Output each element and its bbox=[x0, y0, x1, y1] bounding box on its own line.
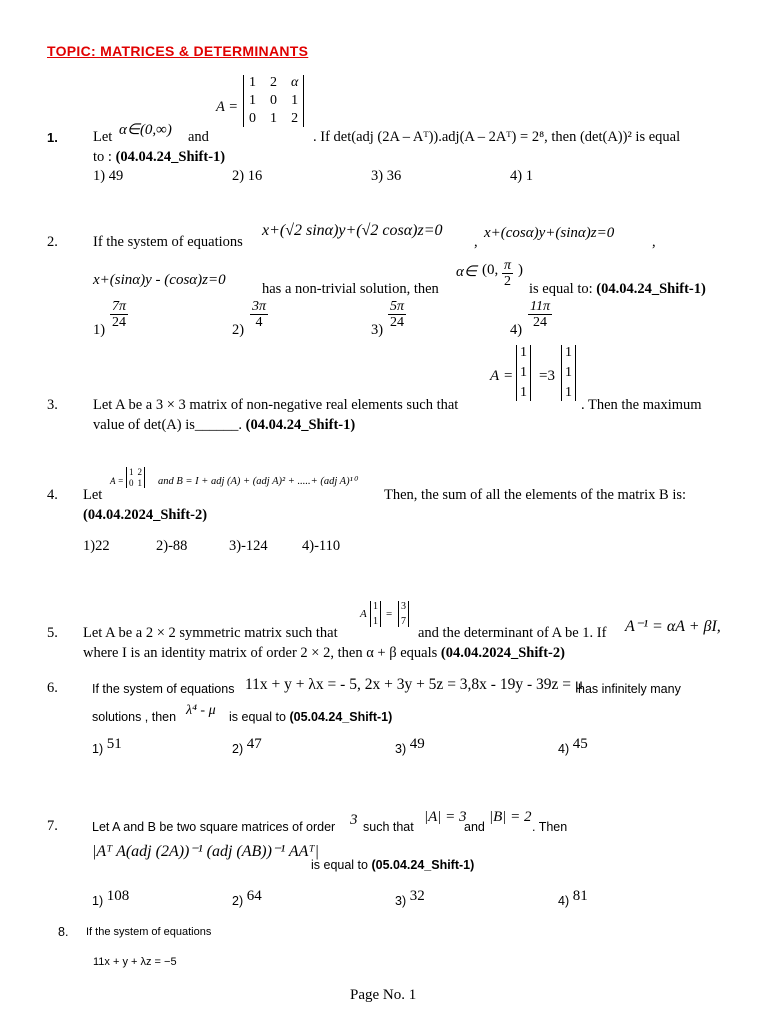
equation-2: x+(cosα)y+(sinα)z=0 bbox=[484, 225, 615, 241]
vector-cell: 1 bbox=[565, 345, 572, 360]
question-text-cont: where I is an identity matrix of order 2 × 2, then α + β equals bbox=[83, 645, 438, 661]
question-text: Let A be a 3 × 3 matrix of non-negative real elements such that bbox=[93, 397, 459, 413]
exam-tag: (04.04.24_Shift-1) bbox=[115, 149, 226, 165]
option-1-fraction bbox=[110, 299, 128, 331]
interval-open: (0, bbox=[482, 262, 499, 278]
matrix-cell: 0 bbox=[270, 93, 277, 108]
matrix-cell: α bbox=[291, 75, 299, 90]
matrix-label: A = bbox=[216, 99, 239, 115]
equation-3: x+(sinα)y - (cosα)z=0 bbox=[93, 272, 226, 288]
column-vector-left bbox=[370, 601, 381, 627]
question-text-cont: solutions , then bbox=[92, 710, 177, 724]
question-text-cont: is equal to: bbox=[529, 281, 593, 297]
exam-tag: (04.04.2024_Shift-2) bbox=[83, 507, 208, 523]
vector-cell: 1 bbox=[373, 601, 378, 612]
question-number: 3. bbox=[47, 397, 58, 413]
option-label: 1) bbox=[93, 322, 106, 338]
question-number: 4. bbox=[47, 487, 58, 503]
equation-1: x+(√2 sinα)y+(√2 cosα)z=0 bbox=[262, 222, 443, 239]
question-text: has a non-trivial solution, then bbox=[262, 281, 439, 297]
equations: 11x + y + λx = - 5, 2x + 3y + 5z = 3,8x - 19y - 39z = μ bbox=[245, 676, 584, 693]
formula-a-label: A = bbox=[110, 476, 124, 486]
vector-cell: 7 bbox=[401, 616, 406, 627]
option-3-value: 32 bbox=[409, 888, 425, 904]
numerator: 11π bbox=[530, 299, 550, 314]
comma: , bbox=[474, 234, 478, 250]
alpha-condition: α∈(0,∞) bbox=[119, 122, 172, 138]
option-2-fraction bbox=[250, 299, 268, 331]
option-3-value: 49 bbox=[409, 736, 425, 752]
determinant-b: |B| = 2 bbox=[489, 809, 532, 825]
question-text-cont: such that bbox=[363, 820, 414, 834]
option-4-value: 45 bbox=[572, 736, 588, 752]
question-number: 7. bbox=[47, 818, 58, 834]
matrix-a-small bbox=[126, 467, 145, 488]
option-label: 1) bbox=[92, 894, 104, 908]
option-1: 1)22 bbox=[83, 538, 110, 554]
question-text-cont: . Then the maximum bbox=[581, 397, 702, 413]
question-text: If the system of equations bbox=[86, 926, 212, 938]
equals-sign: = bbox=[504, 368, 513, 384]
column-vector-right bbox=[561, 345, 576, 401]
question-text: If the system of equations bbox=[92, 682, 235, 696]
option-1-value: 51 bbox=[106, 736, 122, 752]
option-label: 2) bbox=[232, 894, 244, 908]
matrix-a bbox=[243, 75, 304, 127]
option-label: 4) bbox=[510, 322, 523, 338]
exam-tag: (05.04.24_Shift-1) bbox=[371, 858, 475, 872]
matrix-cell: 1 bbox=[270, 111, 277, 126]
option-3: 3)-124 bbox=[229, 538, 268, 554]
question-text-cont: to : bbox=[93, 149, 112, 165]
fraction bbox=[502, 258, 513, 290]
option-label: 2) bbox=[232, 742, 244, 756]
exam-tag: (05.04.24_Shift-1) bbox=[289, 710, 393, 724]
equation-1: 11x + y + λz = −5 bbox=[93, 956, 177, 968]
question-text: Let A be a 2 × 2 symmetric matrix such that bbox=[83, 625, 338, 641]
question-text-cont: is equal to bbox=[311, 858, 368, 872]
denominator: 24 bbox=[112, 315, 126, 330]
formula-b: and B = I + adj (A) + (adj A)² + .....+ (adj A)¹⁰ bbox=[158, 476, 357, 487]
vector-cell: 1 bbox=[520, 385, 527, 400]
matrix-cell: 1 bbox=[249, 93, 256, 108]
option-label: 2) bbox=[232, 322, 245, 338]
matrix-cell: 0 bbox=[129, 478, 134, 488]
and-word: and bbox=[464, 820, 485, 834]
option-4: 4)-110 bbox=[302, 538, 341, 554]
matrix-cell: 2 bbox=[137, 467, 142, 477]
column-vector-right bbox=[398, 601, 409, 627]
option-2-value: 47 bbox=[246, 736, 262, 752]
question-text: . If det(adj (2A – Aᵀ)).adj(A – 2Aᵀ) = 2⁸, then (det(A))² is equal bbox=[313, 129, 681, 145]
question-text-cont: and the determinant of A be 1. If bbox=[418, 625, 607, 641]
let-word: Let bbox=[93, 129, 113, 145]
equals-sign: = bbox=[386, 608, 393, 620]
option-3-fraction bbox=[388, 299, 406, 331]
denominator: 2 bbox=[504, 274, 511, 289]
comma: , bbox=[652, 234, 656, 250]
question-number: 1. bbox=[47, 130, 58, 145]
option-label: 3) bbox=[395, 742, 407, 756]
matrix-cell: 1 bbox=[291, 93, 299, 108]
option-label: 3) bbox=[395, 894, 407, 908]
interval-close: ) bbox=[518, 262, 523, 278]
determinant-expression: |Aᵀ A(adj (2A))⁻¹ (adj (AB))⁻¹ AAᵀ| bbox=[92, 843, 319, 860]
question-number: 2. bbox=[47, 234, 58, 250]
option-label: 4) bbox=[558, 742, 570, 756]
question-text-cont: value of det(A) is______. bbox=[93, 417, 242, 433]
vector-cell: 3 bbox=[401, 601, 406, 612]
numerator: 5π bbox=[390, 299, 405, 314]
option-label: 3) bbox=[371, 322, 384, 338]
matrix-label: A bbox=[360, 608, 367, 620]
option-label: 1) bbox=[92, 742, 104, 756]
question-text: Let A and B be two square matrices of order bbox=[92, 820, 336, 834]
matrix-cell: 1 bbox=[137, 478, 142, 488]
denominator: 4 bbox=[255, 315, 263, 330]
option-1-value: 108 bbox=[106, 888, 130, 904]
question-number: 5. bbox=[47, 625, 58, 641]
matrix-label: A bbox=[490, 368, 500, 384]
question-text: Then, the sum of all the elements of the matrix B is: bbox=[384, 487, 687, 503]
matrix-cell: 1 bbox=[129, 467, 134, 477]
option-4-value: 81 bbox=[572, 888, 588, 904]
question-text: If the system of equations bbox=[93, 234, 243, 250]
vector-cell: 1 bbox=[565, 385, 572, 400]
option-4: 4) 1 bbox=[510, 168, 533, 184]
column-vector-left bbox=[516, 345, 531, 401]
exam-tag: (04.04.24_Shift-1) bbox=[596, 281, 706, 297]
option-4-fraction bbox=[528, 299, 552, 331]
alpha-condition: α∈ bbox=[456, 264, 477, 280]
matrix-cell: 1 bbox=[249, 75, 256, 90]
matrix-cell: 0 bbox=[249, 111, 256, 126]
option-label: 4) bbox=[558, 894, 570, 908]
scalar-equals: =3 bbox=[539, 368, 555, 384]
option-3: 3) 36 bbox=[371, 168, 402, 184]
exam-tag: (04.04.2024_Shift-2) bbox=[440, 645, 565, 661]
question-text-cont: has infinitely many bbox=[578, 682, 681, 696]
option-1: 1) 49 bbox=[93, 168, 124, 184]
question-text-cont: is equal to bbox=[229, 710, 286, 724]
expression: λ⁴ - μ bbox=[186, 703, 216, 718]
topic-heading: TOPIC: MATRICES & DETERMINANTS bbox=[47, 43, 309, 59]
let-word: Let bbox=[83, 487, 103, 503]
exam-tag: (04.04.24_Shift-1) bbox=[245, 417, 356, 433]
matrix-order: 3 bbox=[350, 812, 358, 828]
question-number: 8. bbox=[58, 925, 69, 939]
determinant-a: |A| = 3 bbox=[424, 809, 467, 825]
option-2: 2) 16 bbox=[232, 168, 263, 184]
option-2: 2)-88 bbox=[156, 538, 188, 554]
vector-cell: 1 bbox=[373, 616, 378, 627]
numerator: 3π bbox=[252, 299, 267, 314]
page-number: Page No. 1 bbox=[350, 987, 417, 1003]
matrix-cell: 2 bbox=[270, 75, 277, 90]
numerator: 7π bbox=[112, 299, 127, 314]
denominator: 24 bbox=[532, 315, 547, 330]
vector-cell: 1 bbox=[520, 345, 527, 360]
vector-cell: 1 bbox=[565, 365, 572, 380]
matrix-cell: 2 bbox=[291, 111, 299, 126]
numerator: π bbox=[504, 258, 512, 273]
question-text-cont: . Then bbox=[532, 820, 568, 834]
denominator: 24 bbox=[390, 315, 404, 330]
and-word: and bbox=[188, 129, 209, 145]
question-number: 6. bbox=[47, 680, 58, 696]
inverse-formula: A⁻¹ = αA + βI, bbox=[625, 618, 721, 635]
option-2-value: 64 bbox=[246, 888, 262, 904]
vector-cell: 1 bbox=[520, 365, 527, 380]
